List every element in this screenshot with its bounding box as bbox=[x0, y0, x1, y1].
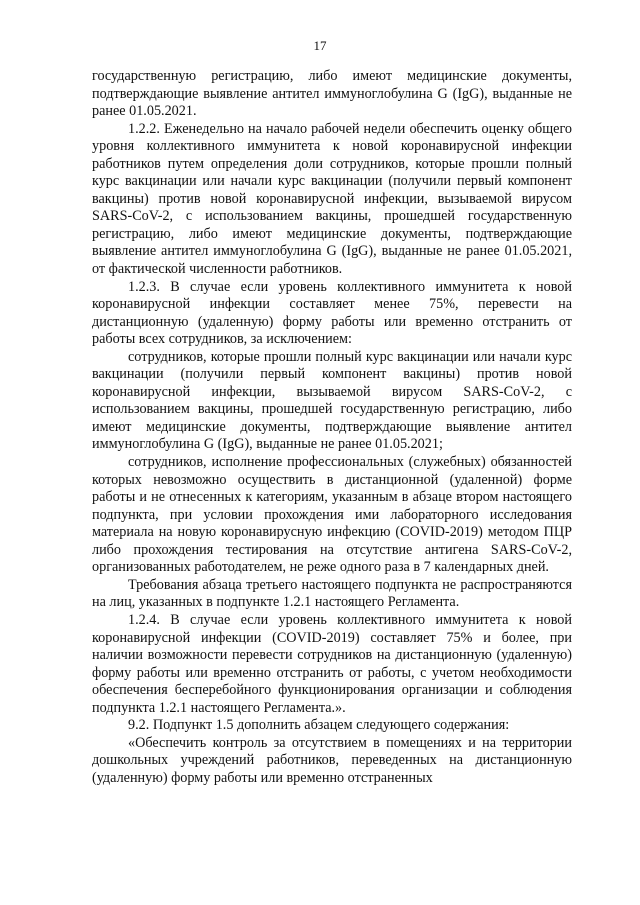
paragraph-1-2-3: 1.2.3. В случае если уровень коллективного иммунитета к новой коронавирусной инфекции составляет менее 75%, перевести на дистанционную (удаленную) форму работы или временно отстранить от работы всех сотрудников, за исключением: bbox=[92, 278, 572, 348]
document-body bbox=[92, 68, 572, 787]
paragraph-9-2: 9.2. Подпункт 1.5 дополнить абзацем следующего содержания: bbox=[128, 717, 510, 734]
paragraph-continuation: государственную регистрацию, либо имеют медицинские документы, подтверждающие выявление антител иммуноглобулина G (IgG), выданные не ранее 01.05.2021. bbox=[92, 68, 572, 120]
paragraph-requirements: Требования абзаца третьего настоящего подпункта не распространяются на лиц, указанных в подпункте 1.2.1 настоящего Регламента. bbox=[92, 576, 572, 611]
paragraph-exception-vaccinated: сотрудников, которые прошли полный курс вакцинации или начали курс вакцинации (получили первый компонент вакцины) против новой коронавирусной инфекции, вызываемой вирусом SARS-CoV-2, с использованием вакцины, прошедшей государственную регистрацию, либо имеют медицинские документы, подтверждающие выявление антител иммуноглобулина G (IgG), выданные не ранее 01.05.2021; bbox=[92, 348, 572, 453]
paragraph-1-2-4: 1.2.4. В случае если уровень коллективного иммунитета к новой коронавирусной инфекции (COVID-2019) составляет 75% и более, при наличии возможности перевести сотрудников на дистанционную (удаленную) форму работы или временно отстранить от работы, с учетом необходимости обеспечения бесперебойного функционирования организации и соблюдения подпункта 1.2.1 настоящего Регламента.». bbox=[92, 611, 572, 716]
page-number: 17 bbox=[313, 38, 327, 53]
paragraph-exception-onsite: сотрудников, исполнение профессиональных (служебных) обязанностей которых невозможно осуществить в дистанционной (удаленной) форме работы и не отнесенных к категориям, указанным в абзаце втором настоящего подпункта, при условии прохождения ими лабораторного исследования материала на новую коронавирусную инфекцию (COVID-2019) методом ПЦР либо прохождения тестирования на отсутствие антигена SARS-CoV-2, организованных работодателем, не реже одного раза в 7 календарных дней. bbox=[92, 454, 572, 576]
paragraph-1-2-2: 1.2.2. Еженедельно на начало рабочей недели обеспечить оценку общего уровня коллективного иммунитета к новой коронавирусной инфекции работников путем определения доли сотрудников, которые прошли полный курс вакцинации или начали курс вакцинации (получили первый компонент вакцины) против новой коронавирусной инфекции, вызываемой вирусом SARS-CoV-2, с использованием вакцины, прошедшей государственную регистрацию, либо имеют медицинские документы, подтверждающие выявление антител иммуноглобулина G (IgG), выданные не ранее 01.05.2021, от фактической численности работников. bbox=[92, 120, 572, 278]
paragraph-quote-start: «Обеспечить контроль за отсутствием в помещениях и на территории дошкольных учреждений работников, переведенных на дистанционную (удаленную) форму работы или временно отстраненных bbox=[92, 734, 572, 786]
